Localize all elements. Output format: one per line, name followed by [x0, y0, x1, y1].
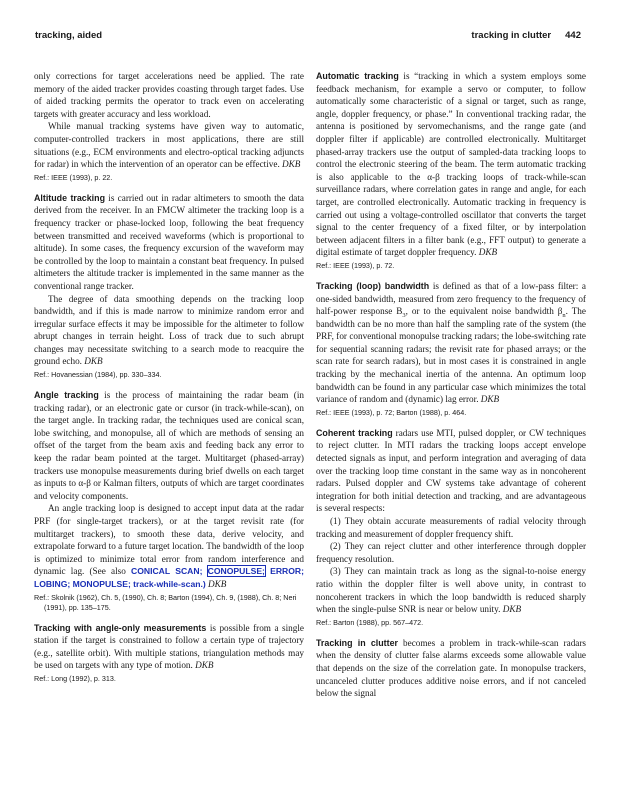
right-column	[316, 70, 586, 700]
angle-tracking-paragraph-2: An angle tracking loop is designed to accept input data at the radar PRF (for single-target trackers), or at the target revisit rate (for multitarget trackers), to smooth these data, derive velocity, and extrapolate forward to a future target location. The bandwidth of the loop is optimized to minimize total error from random interference and dynamic lag. (See also CONICAL SCAN; CONOPULSE; ERROR; LOBING; MONOPULSE; track-while-scan.) DKB	[34, 503, 304, 589]
author-signature: DKB	[282, 159, 301, 170]
author-signature: DKB	[478, 247, 498, 258]
xref-error[interactable]: ERROR;	[270, 566, 304, 577]
coherent-tracking-point-2: (2) They can reject clutter and other interference through doppler frequency resolution.	[316, 541, 586, 564]
xref-track-while-scan[interactable]: track-while-scan.)	[133, 578, 206, 589]
entry-altitude-tracking: Altitude tracking is carried out in radar altimeters to smooth the data derived from the receiver. In an FMCW altimeter the tracking loop is a frequency tracker or phase-locked loop, following the beat frequency between transmitted and received waveforms (which is proportional to altitude). In some cases, the frequency excursion of the waveform may be controlled by the loop to maintain a constant beat frequency. In pulsed altimeters the altitude tracker is implemented in the same manner as the conventional range tracker.	[34, 192, 304, 291]
author-signature: DKB	[502, 604, 522, 615]
header-right-group	[471, 30, 581, 41]
reference-altitude-tracking: Ref.: Hovanessian (1984), pp. 330–334.	[34, 370, 162, 380]
term-angle-only-measurements: Tracking with angle-only measurements	[34, 622, 207, 633]
xref-conopulse[interactable]: CONOPULSE;	[207, 566, 265, 577]
author-signature: DKB	[208, 578, 227, 589]
aided-tracking-continuation: only corrections for target accelerations need be applied. The rate memory of the aided tracker provides coasting through target fades. Use of aided tracking permits the operator to track even on accelerating targets with greater accuracy and less workload.	[34, 71, 304, 119]
author-signature: DKB	[84, 356, 103, 367]
term-tracking-in-clutter: Tracking in clutter	[316, 637, 398, 648]
coherent-tracking-point-1: (1) They obtain accurate measurements of radial velocity through tracking and measurement of doppler frequency shift.	[316, 516, 586, 539]
reference-angle-tracking: Ref.: Skolnik (1962), Ch. 5, (1990), Ch. 8; Barton (1994), Ch. 9, (1988), Ch. 8; Neri (1991), pp. 135–175.	[34, 592, 297, 612]
reference-aided-tracking: Ref.: IEEE (1993), p. 22.	[34, 172, 113, 182]
author-signature: DKB	[480, 394, 500, 405]
term-tracking-loop-bandwidth: Tracking (loop) bandwidth	[316, 280, 430, 291]
entry-angle-only-tracking: Tracking with angle-only measurements is possible from a single station if the target is constrained to follow a certain type of trajectory (e.g., satellite orbit). With multiple stations, triangulation methods may be used on targets with any type of motion. DKB	[34, 622, 304, 671]
reference-angle-only-tracking: Ref.: Long (1992), p. 313.	[34, 673, 116, 683]
header-left-term: tracking, aided	[35, 30, 103, 41]
author-signature: DKB	[195, 660, 214, 671]
left-column	[34, 70, 304, 693]
entry-automatic-tracking: Automatic tracking is “tracking in which a system employs some feedback mechanism, for example a servo or computer, to follow automatically some characteristic of a signal or target, such as range, angle, doppler frequency, or phase.” In conventional tracking radar, the antenna is positioned by servomechanisms, and the range gate (and doppler filter if applicable) are controlled electronically. Multitarget phased-array trackers use the output of sampled-data tracking loops to control the electronic steering of the beam. The term automatic tracking is also applicable to the α-β tracking loops of track-while-scan surveillance radars, where correlation gates in range and angle, for each target, are controlled electronically. Automatic tracking in frequency is carried out using a voltage-controlled oscillator that converts the target signal to the center frequency of a fixed filter, or by interpolation between adjacent filters in a filter bank (e.g., FFT output) to generate a digital estimate of target doppler frequency. DKB	[316, 71, 586, 258]
term-altitude-tracking: Altitude tracking	[34, 192, 105, 203]
entry-tracking-in-clutter: Tracking in clutter becomes a problem in track-while-scan radars when the density of clutter false alarms exceeds some allowable value that depends on the size of the correlation gate. In monopulse trackers, uncanceled clutter produces additive noise errors, and if not canceled below the signal	[316, 637, 586, 699]
term-coherent-tracking: Coherent tracking	[316, 427, 393, 438]
running-header	[35, 30, 581, 44]
altitude-tracking-paragraph-2: The degree of data smoothing depends on the tracking loop bandwidth, and if this is made narrow to minimize random error and irregular surface effects it may be impossible for the altimeter to follow abrupt changes in terrain height. Loss of track due to such abrupt changes may necessitate switching to a search mode to reacquire the ground echo. DKB	[34, 293, 304, 367]
reference-coherent-tracking: Ref.: Barton (1988), pp. 567–472.	[316, 617, 424, 627]
coherent-tracking-point-3: (3) They can maintain track as long as the signal-to-noise energy ratio within the doppler filter is well above unity, in contrast to noncoherent trackers in which the loop bandwidth is reduced sharply when the single-pulse SNR is near or below unity. DKB	[316, 566, 586, 615]
term-angle-tracking: Angle tracking	[34, 390, 99, 401]
entry-angle-tracking: Angle tracking is the process of maintaining the radar beam (in tracking radar), or an electronic gate or cursor (in track-while-scan), on the target angle. In tracking radar, the techniques used are conical scan, lobe switching, and monopulse, all of which are methods of sensing an offset of the target from the beam axis and feeding back any error to keep the radar beam pointed at the target. Multitarget (phased-array) trackers use monopulse measurements during brief dwells on each target as inputs to α-β or Kalman filters, outputs of which are target coordinates and velocity components.	[34, 390, 304, 501]
xref-lobing[interactable]: LOBING;	[34, 578, 71, 589]
xref-monopulse[interactable]: MONOPULSE;	[72, 578, 131, 589]
page-number: 442	[565, 30, 581, 41]
aided-tracking-paragraph-2: While manual tracking systems have given way to automatic, computer-controlled trackers in most applications, there are still situations (e.g., ECM environments and electro-optical tracking adjuncts for radar) in which the intervention of an operator can be effective. DKB	[34, 121, 304, 170]
xref-conical-scan[interactable]: CONICAL SCAN;	[130, 566, 203, 577]
entry-tracking-bandwidth: Tracking (loop) bandwidth is defined as that of a low-pass filter: a one-sided bandwidth, measured from zero frequency to the frequency of half-power response $B_3$, or to the equivalent noise bandwidth $\beta_n$. The bandwidth can be no more than half the sampling rate of the system (the PRF, for conventional monopulse tracking radars; the lobe-switching rate for sequential scanning radars; the revisit rate for phased arrays; or the scan rate for search radars), but in most cases it is constrained in angle tracking by the mechanical inertia of the antenna. An optimum loop bandwidth can be found in any particular case which minimizes the total variance of random and (dynamic) lag error. DKB	[316, 280, 586, 405]
header-right-term: tracking in clutter	[471, 30, 552, 41]
reference-tracking-bandwidth: Ref.: IEEE (1993), p. 72; Barton (1988), p. 464.	[316, 407, 467, 417]
term-automatic-tracking: Automatic tracking	[316, 71, 399, 81]
entry-coherent-tracking: Coherent tracking radars use MTI, pulsed doppler, or CW techniques to reject clutter. In MTI radars the tracking loops accept envelope detected signals as input, and perform integration and averaging of data over the tracking loop time constant in the same way as in noncoherent radars. Pulsed doppler and CW systems take advantage of coherent integration for both initial detection and tracking, and are advantageous is several respects:	[316, 427, 587, 514]
reference-automatic-tracking: Ref.: IEEE (1993), p. 72.	[316, 260, 395, 270]
